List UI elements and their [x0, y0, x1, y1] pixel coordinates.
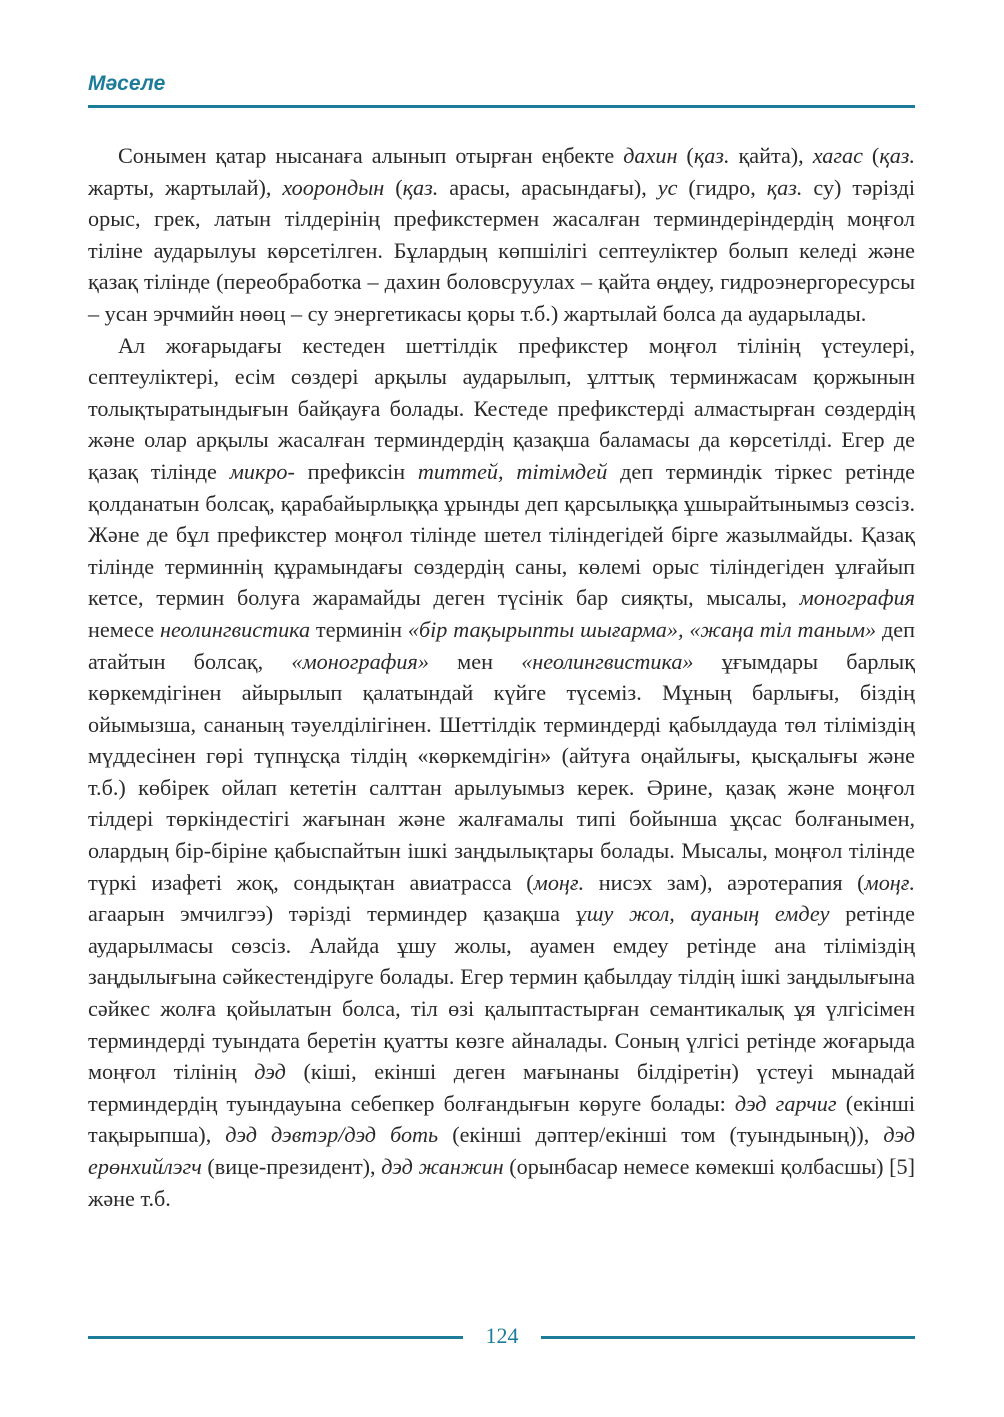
text-run: ( — [677, 143, 694, 168]
italic-term: қаз. — [766, 174, 803, 200]
text-run: немесе — [88, 616, 160, 642]
text-run: (кіші, екінші деген мағынаны білдіретін) үстеуі мынадай терминдердің туындауына себепкер болғандығын көруге болады: — [88, 1059, 915, 1116]
text-run: (гидро, — [677, 174, 767, 200]
text-run: қайта), — [729, 143, 813, 168]
text-run: (вице-президент), — [201, 1154, 382, 1179]
text-run: Сонымен қатар нысанаға алынып отырған еңбекте — [118, 143, 624, 168]
italic-term: «неолингвистика» — [521, 648, 694, 674]
italic-term: моңғ. — [864, 869, 915, 895]
italic-term: ұшу жол, ауаның емдеу — [575, 901, 830, 927]
italic-term: дэд — [254, 1059, 286, 1085]
section-title: Мәселе — [88, 72, 166, 95]
text-run: (екінші тақырыпша), — [88, 1090, 916, 1148]
paragraph — [88, 330, 915, 1215]
page-number: 124 — [485, 1323, 519, 1348]
italic-term: дэд жанжин — [381, 1154, 504, 1179]
italic-term: титтей, тітімдей — [417, 458, 608, 484]
text-run: ретінде аударылмасы сөзсіз. Алайда ұшу жолы, ауамен емдеу ретінде ана тіліміздің заңдылығына сәйкестендіруге болады. Егер термин қабылдау тілдің ішкі заңдылығына сәйкес жолға қойылатын болса, тіл өзі қалыптастырған семантикалық ұя үлгісімен терминдерді туындата беретін қуатты көзге айналады. Соның үлгісі ретінде жоғарыда моңғол тілінің — [88, 901, 916, 1085]
text-run: нисэх зам), аэротерапия ( — [584, 869, 865, 895]
italic-term: қаз. — [693, 143, 730, 168]
italic-term: неолингвистика — [159, 616, 311, 642]
italic-term: ус — [657, 174, 678, 200]
text-run: деп атайтын болсақ, — [88, 616, 915, 674]
text-run: (екінші дәптер/екінші том (туындының)), — [438, 1122, 884, 1148]
text-run: (орынбасар немесе көмекші қолбасшы) [5] және т.б. — [88, 1154, 915, 1211]
footer-divider-right — [541, 1336, 915, 1339]
italic-term: хоорондын — [282, 174, 385, 200]
text-run: терминін — [310, 616, 408, 642]
italic-term: дахин — [623, 143, 678, 168]
italic-term: «бір тақырыпты шығарма», «жаңа тіл таным» — [407, 616, 877, 642]
text-run: ұғымдары барлық көркемдігінен айырылып қалатындай күйге түсеміз. Мұның барлығы, біздің ойымызша, сананың тәуелділігінен. Шеттілдік терминдерді қабылдауда төл тіліміздің мүддесінен гөрі түпнұсқа тілдің «көркемдігін» (айтуға оңайлығы, қысқалығы және т.б.) көбірек ойлап кететін салттан арылуымыз керек. Әрине, қазақ және моңғол тілдері төркіндестігі жағынан және жалғамалы типі бойынша ұқсас болғанымен, олардың бір-біріне қабыспайтын ішкі заңдылықтары болады. Мысалы, моңғол тілінде түркі изафеті жоқ, сондықтан авиатрасса ( — [88, 648, 915, 895]
text-run: деп терминдік тіркес ретінде қолданатын болсақ, қарабайырлыққа ұрынды деп қарсылыққа ұшырайтынымыз сөзсіз. Және де бұл префикстер моңғол тілінде шетел тіліндегідей бірге жазылмайды. Қазақ тілінде терминнің құрамындағы сөздердің саны, көлемі орыс тіліндегіден ұлғайып кетсе, термин болуға жарамайды деген түсінік бар сияқты, мысалы, — [88, 458, 915, 611]
header-divider — [88, 105, 915, 108]
text-run: ( — [862, 143, 880, 168]
italic-term: қаз. — [402, 174, 439, 200]
text-run: - префиксін — [287, 458, 418, 484]
text-run: су) тәрізді орыс, грек, латын тілдерінің префикстермен жасалған терминдеріндердің моңғол тіліне аударылуы көрсетілген. Бұлардың көпшілігі септеуліктер болып келеді және қазақ тілінде (переобработка – дахин боловсруулах – қайта өңдеу, гидроэнергоресурсы – усан эрчмийн нөөц – су энергетикасы қоры т.б.) жартылай болса да аударылады. — [88, 174, 915, 326]
footer-divider-left — [88, 1336, 463, 1339]
italic-term: қаз. — [879, 143, 915, 168]
text-run: мен — [428, 648, 522, 674]
text-run: жарты, жартылай), — [88, 174, 283, 200]
text-run: ( — [384, 174, 403, 200]
italic-term: дэд ерөнхийлэгч — [88, 1122, 915, 1179]
article-body — [88, 140, 915, 1214]
text-run: Ал жоғарыдағы кестеден шеттілдік префикстер моңғол тілінің үстеулері, септеуліктері, есім сөздері арқылы аударылып, ұлттық терминжасам қоржынын толықтыратындығын байқауға болады. Кестеде префикстерді алмастырған сөздердің және олар арқылы жасалған терминдердің қазақша баламасы да көрсетілді. Егер де қазақ тілінде — [88, 332, 915, 484]
text-run: агаарын эмчилгээ) тәрізді терминдер қазақша — [88, 901, 576, 927]
italic-term: монография — [799, 585, 915, 611]
italic-term: моңғ. — [533, 869, 585, 895]
italic-term: хагас — [812, 143, 863, 168]
italic-term: дэд гарчиг — [734, 1090, 837, 1116]
italic-term: дэд дэвтэр/дэд боть — [225, 1122, 439, 1148]
paragraph — [88, 140, 915, 330]
italic-term: микро — [229, 458, 288, 484]
italic-term: «монография» — [291, 648, 429, 674]
text-run: арасы, арасындағы), — [438, 174, 658, 200]
